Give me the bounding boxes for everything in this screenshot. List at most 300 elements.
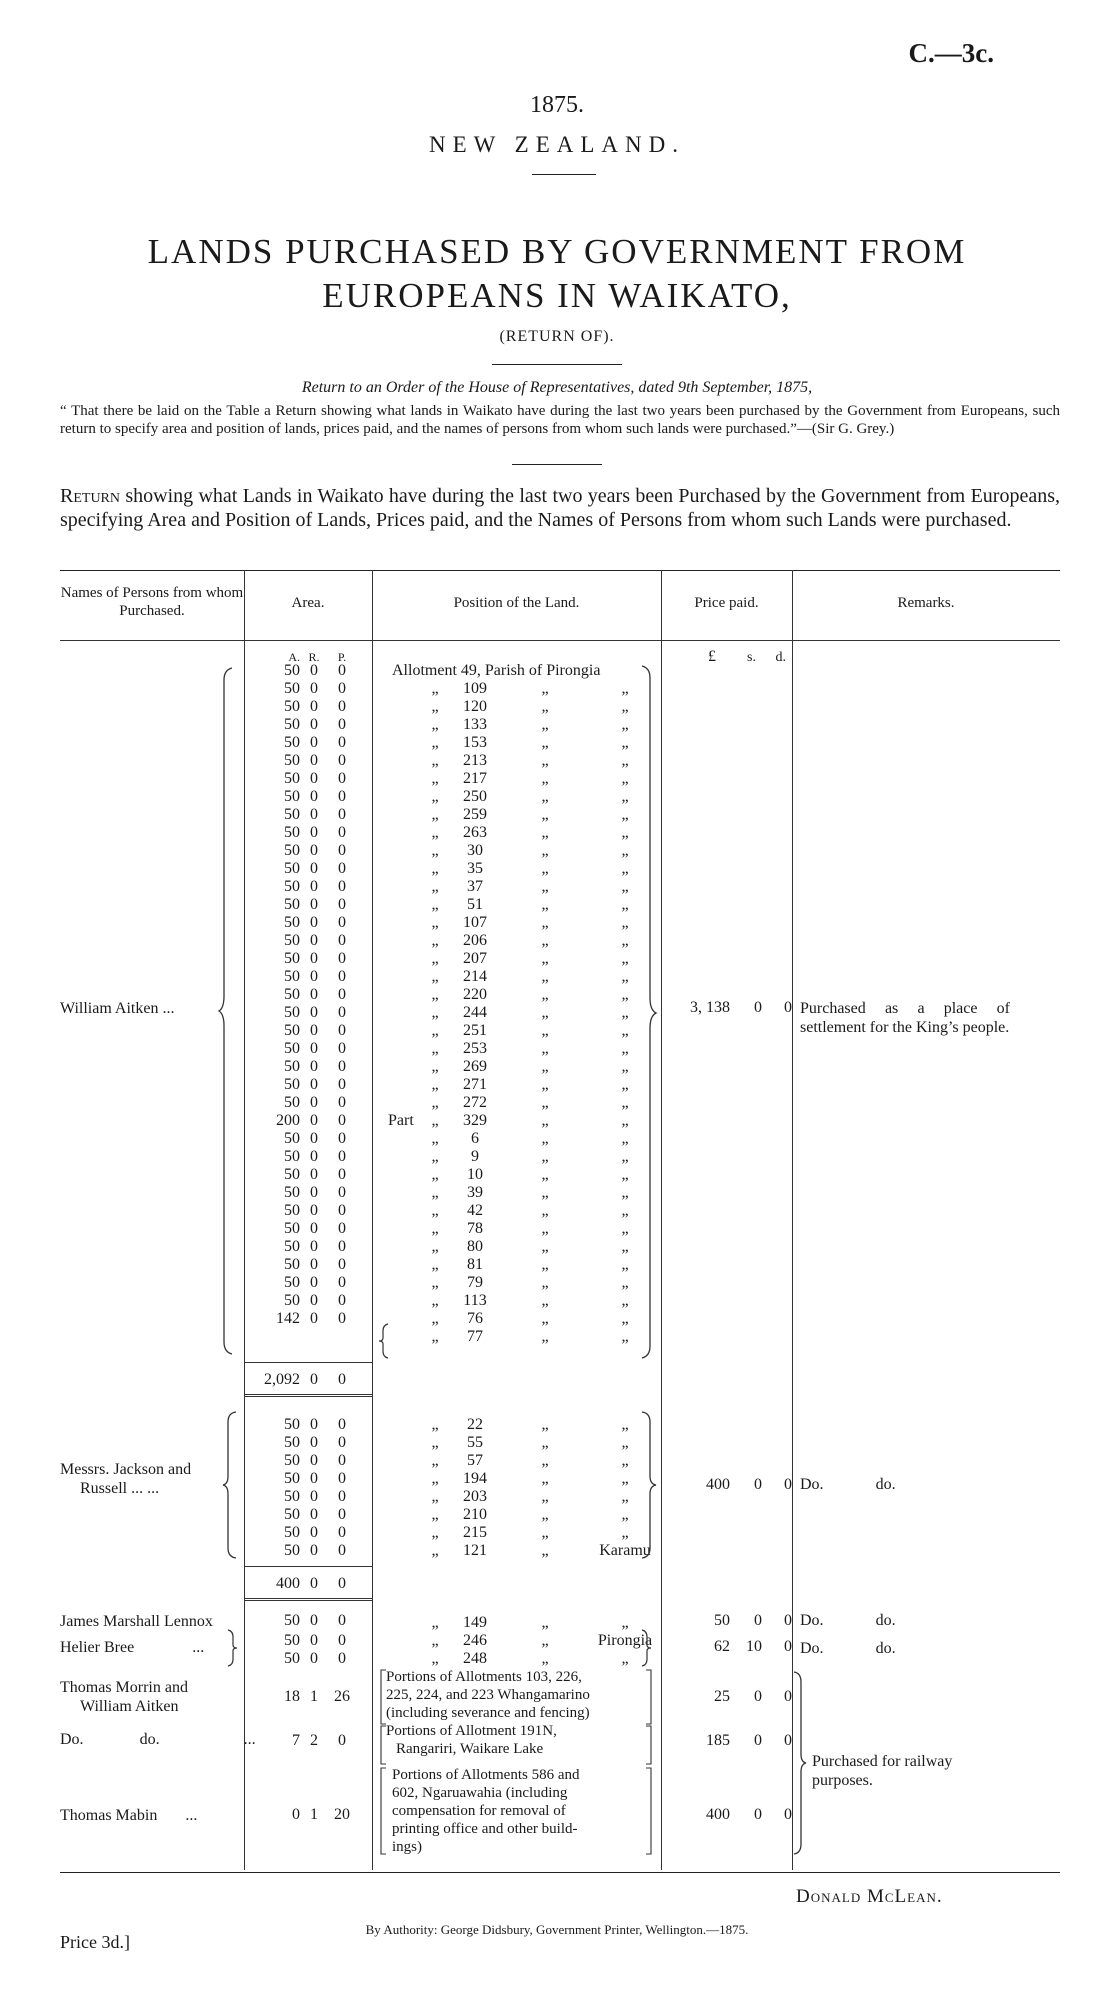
area-roods: 0 (310, 1130, 318, 1147)
area-acres: 50 (284, 860, 300, 877)
position-value (388, 1076, 660, 1094)
area-roods: 2 (310, 1732, 318, 1749)
ditto-mark: „ (431, 1416, 439, 1433)
area-value (256, 1040, 356, 1058)
ditto-mark: „ (621, 878, 629, 895)
ditto-mark: „ (541, 824, 549, 841)
ditto-mark: „ (541, 1310, 549, 1327)
area-roods: 0 (310, 1058, 318, 1075)
position-line: printing office and other build- (392, 1821, 578, 1837)
area-value (256, 1612, 356, 1630)
area-value (256, 1310, 356, 1328)
area-value (256, 1220, 356, 1238)
col-header-position: Position of the Land. (453, 595, 580, 611)
area-perches: 0 (338, 1612, 346, 1629)
ditto-mark: „ (431, 770, 439, 787)
bree-price (664, 1638, 792, 1656)
area-acres: 50 (284, 1506, 300, 1523)
total-roods: 0 (310, 1575, 318, 1592)
area-value (256, 896, 356, 914)
aitken-remarks: Purchased as a place of settlement for the King’s people. (800, 1000, 1010, 1036)
ditto-mark: „ (541, 806, 549, 823)
area-value (256, 1238, 356, 1256)
ditto-mark: „ (431, 824, 439, 841)
area-acres: 50 (284, 1094, 300, 1111)
unit-pence: d. (775, 650, 786, 665)
year: 1875. (530, 92, 584, 118)
person-name-line: William Aitken (80, 1698, 179, 1715)
area-roods: 0 (310, 950, 318, 967)
jackson-remarks (800, 1476, 896, 1494)
ditto-mark: „ (431, 734, 439, 751)
area-perches: 0 (338, 806, 346, 823)
area-roods: 0 (310, 932, 318, 949)
ditto-mark: „ (541, 1004, 549, 1021)
area-acres: 50 (284, 1434, 300, 1451)
area-perches: 0 (338, 842, 346, 859)
area-roods: 0 (310, 1094, 318, 1111)
area-perches: 0 (338, 896, 346, 913)
ditto-mark: „ (431, 968, 439, 985)
area-perches: 0 (338, 1542, 346, 1559)
ditto-mark: „ (431, 1022, 439, 1039)
ditto-mark: „ (621, 680, 629, 697)
return-statement (60, 484, 1060, 532)
ditto-mark: „ (621, 716, 629, 733)
position-value (388, 1004, 660, 1022)
area-value (256, 1004, 356, 1022)
position-value (388, 734, 660, 752)
area-value (256, 1022, 356, 1040)
area-acres: 50 (284, 968, 300, 985)
position-value (420, 1434, 660, 1452)
ditto-mark: „ (431, 1166, 439, 1183)
area-acres: 50 (284, 770, 300, 787)
allotment-number: 153 (463, 734, 487, 751)
area-value (256, 1148, 356, 1166)
area-acres: 50 (284, 680, 300, 697)
area-acres: 50 (284, 1148, 300, 1165)
ditto-mark: „ (621, 1452, 629, 1469)
ditto-mark: „ (621, 770, 629, 787)
name-ditto: do. (139, 1731, 160, 1748)
ditto-mark: „ (621, 968, 629, 985)
area-perches: 0 (338, 1310, 346, 1327)
allotment-number: 251 (463, 1022, 487, 1039)
person-name-text: William Aitken (60, 1000, 159, 1017)
document-reference: C.—3c. (908, 38, 994, 68)
header-rule (532, 174, 596, 175)
ditto-mark: „ (541, 1416, 549, 1433)
ditto-mark: „ (541, 1632, 549, 1649)
allotment-number: 215 (463, 1524, 487, 1541)
ditto-mark: „ (431, 1256, 439, 1273)
return-text: showing what Lands in Waikato have during the last two years been Purchased by the Government from Europeans, specifying Area and Position of Lands, Prices paid, and the Names of Persons from whom such Lands were purchased. (60, 485, 1060, 531)
position-value (388, 950, 660, 968)
ditto-mark: „ (431, 1434, 439, 1451)
ditto-mark: „ (621, 1130, 629, 1147)
area-acres: 50 (284, 1076, 300, 1093)
area-value (256, 968, 356, 986)
mabin-price (664, 1806, 792, 1824)
area-roods: 0 (310, 1452, 318, 1469)
area-value (256, 1488, 356, 1506)
area-acres: 50 (284, 662, 300, 679)
price-pounds: 400 (706, 1476, 730, 1493)
area-value (256, 1058, 356, 1076)
ditto-mark: „ (621, 788, 629, 805)
area-acres: 50 (284, 698, 300, 715)
ditto-mark: „ (621, 1310, 629, 1327)
area-perches: 0 (338, 662, 346, 679)
area-acres: 50 (284, 1650, 300, 1667)
position-value (388, 878, 660, 896)
area-perches: 0 (338, 752, 346, 769)
position-value (388, 932, 660, 950)
allotment-number: 55 (467, 1434, 483, 1451)
area-perches: 0 (338, 1130, 346, 1147)
area-acres: 50 (284, 1292, 300, 1309)
lennox-price (664, 1612, 792, 1630)
ditto-mark: „ (541, 1202, 549, 1219)
area-acres: 50 (284, 932, 300, 949)
position-value (388, 1022, 660, 1040)
area-value (256, 824, 356, 842)
total-acres: 400 (276, 1575, 300, 1592)
area-roods: 0 (310, 1202, 318, 1219)
brace-right-small (226, 1628, 238, 1668)
area-perches: 0 (338, 734, 346, 751)
brace-right (638, 664, 658, 1360)
area-perches: 0 (338, 1058, 346, 1075)
ditto-mark: „ (541, 1542, 549, 1559)
ditto-mark: „ (431, 1238, 439, 1255)
ditto-mark: „ (431, 1292, 439, 1309)
position-value (388, 1202, 660, 1220)
ditto-mark: „ (621, 824, 629, 841)
allotment-number: 81 (467, 1256, 483, 1273)
title-line-1: LANDS PURCHASED BY GOVERNMENT FROM (147, 232, 967, 271)
position-value (388, 968, 660, 986)
document-price: Price 3d.] (60, 1932, 130, 1952)
area-acres: 50 (284, 1256, 300, 1273)
person-name-line: Messrs. Jackson and (60, 1461, 192, 1478)
price-pence: 0 (784, 999, 792, 1016)
unit-shillings: s. (747, 650, 756, 665)
price-pounds: 400 (706, 1806, 730, 1823)
area-perches: 26 (334, 1688, 350, 1705)
ditto-mark: „ (541, 1650, 549, 1667)
area-acres: 50 (284, 1452, 300, 1469)
allotment-number: 271 (463, 1076, 487, 1093)
position-value (388, 1040, 660, 1058)
total-rule (244, 1394, 372, 1397)
ditto-mark: „ (541, 734, 549, 751)
position-value (388, 896, 660, 914)
area-perches: 0 (338, 1166, 346, 1183)
part-label: Part (388, 1112, 414, 1129)
ditto-mark: „ (541, 842, 549, 859)
area-roods: 0 (310, 914, 318, 931)
unit-acres: A. (288, 650, 300, 664)
ditto-mark: „ (431, 860, 439, 877)
area-value (256, 1112, 356, 1130)
person-name-ditto (60, 1730, 256, 1749)
remarks-do: Do. (800, 1612, 824, 1629)
area-roods: 0 (310, 752, 318, 769)
area-perches: 0 (338, 1732, 346, 1749)
brace-left (218, 666, 240, 1356)
ditto-mark: „ (621, 1220, 629, 1237)
price-pounds: 50 (714, 1612, 730, 1629)
ditto-mark: „ (541, 1238, 549, 1255)
position-value (392, 662, 600, 680)
price-pounds: 3, 138 (690, 999, 730, 1016)
area-roods: 0 (310, 770, 318, 787)
allotment-number: 272 (463, 1094, 487, 1111)
price-pounds: 185 (706, 1732, 730, 1749)
allotment-number: 194 (463, 1470, 487, 1487)
position-value (388, 788, 660, 806)
area-roods: 0 (310, 1470, 318, 1487)
area-acres: 50 (284, 1220, 300, 1237)
area-value (256, 842, 356, 860)
total-acres: 2,092 (264, 1371, 300, 1388)
area-roods: 0 (310, 1040, 318, 1057)
ditto-mark: „ (431, 1112, 439, 1129)
jackson-total (256, 1575, 356, 1593)
area-roods: 0 (310, 1112, 318, 1129)
area-perches: 0 (338, 932, 346, 949)
jackson-price (664, 1476, 792, 1494)
price-pence: 0 (784, 1806, 792, 1823)
area-roods: 0 (310, 1506, 318, 1523)
ditto-mark: „ (621, 950, 629, 967)
remarks-ditto: do. (875, 1612, 896, 1629)
area-acres: 50 (284, 1004, 300, 1021)
total-rule (244, 1598, 372, 1601)
area-acres: 50 (284, 1022, 300, 1039)
area-acres: 50 (284, 806, 300, 823)
position-value (388, 1148, 660, 1166)
area-value (256, 1524, 356, 1542)
ditto-mark: „ (431, 1004, 439, 1021)
ditto-mark: „ (621, 1112, 629, 1129)
subtotal-rule (244, 1566, 372, 1567)
area-roods: 0 (310, 1488, 318, 1505)
brace-left-small (378, 1322, 390, 1360)
order-reference: Return to an Order of the House of Representatives, dated 9th September, 1875, (301, 379, 813, 396)
allotment-number: 39 (467, 1184, 483, 1201)
position-value (388, 1094, 660, 1112)
column-divider (372, 570, 373, 1870)
ditto-mark: „ (431, 806, 439, 823)
allotment-number: 217 (463, 770, 487, 787)
column-divider (661, 570, 662, 1870)
ditto-mark: „ (431, 878, 439, 895)
ditto-mark: „ (621, 1256, 629, 1273)
ditto-mark: „ (621, 1094, 629, 1111)
total-roods: 0 (310, 1371, 318, 1388)
area-value (256, 1434, 356, 1452)
allotment-number: 263 (463, 824, 487, 841)
area-perches: 0 (338, 1040, 346, 1057)
area-perches: 0 (338, 1416, 346, 1433)
allotment-number: 9 (471, 1148, 479, 1165)
area-value (256, 1688, 356, 1706)
area-value (256, 1292, 356, 1310)
ditto-mark: „ (621, 932, 629, 949)
area-value (256, 1202, 356, 1220)
subtotal-rule (244, 1362, 372, 1363)
col-header-names: Names of Persons from whom Purchased. (60, 585, 244, 619)
ditto-mark: „ (541, 1524, 549, 1541)
unit-perches: P. (337, 650, 347, 664)
area-acres: 50 (284, 734, 300, 751)
area-acres: 50 (284, 896, 300, 913)
position-line: 225, 224, and 223 Whangamarino (386, 1687, 590, 1703)
area-roods: 1 (310, 1688, 318, 1705)
ditto-mark: „ (431, 1274, 439, 1291)
allotment-number: 121 (463, 1542, 487, 1559)
area-acres: 50 (284, 1488, 300, 1505)
person-name-line: Russell ... ... (80, 1480, 160, 1497)
brace-left-position (376, 1668, 388, 1858)
aitken-price (664, 999, 792, 1017)
leader-dots: ... (162, 1000, 175, 1017)
allotment-number: 35 (467, 860, 483, 877)
position-value (420, 1650, 660, 1668)
position-value (388, 716, 660, 734)
total-perches: 0 (338, 1575, 346, 1592)
area-acres: 50 (284, 1202, 300, 1219)
allotment-number: 79 (467, 1274, 483, 1291)
position-line: compensation for removal of (392, 1803, 566, 1819)
ditto-mark: „ (431, 788, 439, 805)
ditto-mark: „ (621, 1328, 629, 1345)
ditto-mark: „ (541, 1184, 549, 1201)
ditto-mark: „ (541, 1022, 549, 1039)
area-perches: 0 (338, 1094, 346, 1111)
total-perches: 0 (338, 1371, 346, 1388)
unit-pounds: £ (708, 648, 716, 665)
price-pence: 0 (784, 1688, 792, 1705)
area-roods: 0 (310, 1184, 318, 1201)
area-acres: 50 (284, 878, 300, 895)
area-acres: 50 (284, 1416, 300, 1433)
ditto-mark: „ (431, 1184, 439, 1201)
area-roods: 0 (310, 788, 318, 805)
ditto-mark: „ (541, 914, 549, 931)
area-value (256, 914, 356, 932)
area-roods: 0 (310, 716, 318, 733)
name-do: Do. (60, 1731, 84, 1748)
dodo-price (664, 1732, 792, 1750)
ditto-mark: „ (431, 914, 439, 931)
area-perches: 0 (338, 1220, 346, 1237)
area-value (256, 1130, 356, 1148)
ditto-mark: „ (541, 1166, 549, 1183)
table-bottom-rule (60, 1872, 1060, 1873)
ditto-mark: „ (431, 1310, 439, 1327)
allotment-number: 80 (467, 1238, 483, 1255)
area-value (256, 716, 356, 734)
position-line: 602, Ngaruawahia (including (392, 1785, 568, 1801)
brace-right (638, 1410, 658, 1560)
ditto-mark: „ (621, 1416, 629, 1433)
price-shillings: 0 (754, 1732, 762, 1749)
ditto-mark: „ (431, 1524, 439, 1541)
position-line: Rangariri, Waikare Lake (396, 1741, 544, 1757)
area-roods: 0 (310, 1022, 318, 1039)
area-value (256, 1732, 356, 1750)
position-value (388, 824, 660, 842)
area-perches: 20 (334, 1806, 350, 1823)
area-roods: 0 (310, 1238, 318, 1255)
position-value (420, 1632, 660, 1650)
leader-dots: ... (185, 1807, 198, 1824)
area-perches: 0 (338, 1148, 346, 1165)
area-roods: 0 (310, 1612, 318, 1629)
area-acres: 50 (284, 1542, 300, 1559)
ditto-mark: „ (621, 1148, 629, 1165)
price-pence: 0 (784, 1612, 792, 1629)
allotment-number: 207 (463, 950, 487, 967)
ditto-mark: „ (621, 1274, 629, 1291)
ditto-mark: „ (621, 1202, 629, 1219)
area-roods: 0 (310, 1148, 318, 1165)
area-value (256, 950, 356, 968)
area-value (256, 1506, 356, 1524)
ditto-mark: „ (431, 680, 439, 697)
area-perches: 0 (338, 1112, 346, 1129)
ditto-mark: „ (621, 1650, 629, 1667)
place-name: Karamu (599, 1542, 651, 1559)
area-roods: 0 (310, 1076, 318, 1093)
title-line-2: EUROPEANS IN WAIKATO, (322, 276, 792, 315)
allotment-number: 120 (463, 698, 487, 715)
ditto-mark: „ (541, 1328, 549, 1345)
ditto-mark: „ (621, 1614, 629, 1631)
ditto-mark: „ (541, 1256, 549, 1273)
area-value (256, 770, 356, 788)
ditto-mark: „ (541, 1130, 549, 1147)
ditto-mark: „ (431, 716, 439, 733)
allotment-number: 78 (467, 1220, 483, 1237)
ditto-mark: „ (541, 1076, 549, 1093)
area-acres: 50 (284, 950, 300, 967)
area-perches: 0 (338, 1632, 346, 1649)
area-value (256, 1806, 356, 1824)
ditto-mark: „ (431, 1452, 439, 1469)
area-acres: 50 (284, 1524, 300, 1541)
area-perches: 0 (338, 680, 346, 697)
remarks-ditto: do. (875, 1640, 896, 1657)
remarks-ditto: do. (875, 1476, 896, 1493)
allotment-number: 109 (463, 680, 487, 697)
position-line: (including severance and fencing) (386, 1705, 590, 1721)
allotment-number: 213 (463, 752, 487, 769)
area-value (256, 788, 356, 806)
area-perches: 0 (338, 1274, 346, 1291)
area-perches: 0 (338, 914, 346, 931)
ditto-mark: „ (431, 1650, 439, 1667)
col-header-remarks: Remarks. (897, 595, 955, 611)
area-acres: 50 (284, 824, 300, 841)
area-acres: 50 (284, 1184, 300, 1201)
area-roods: 0 (310, 1256, 318, 1273)
area-acres: 50 (284, 986, 300, 1003)
